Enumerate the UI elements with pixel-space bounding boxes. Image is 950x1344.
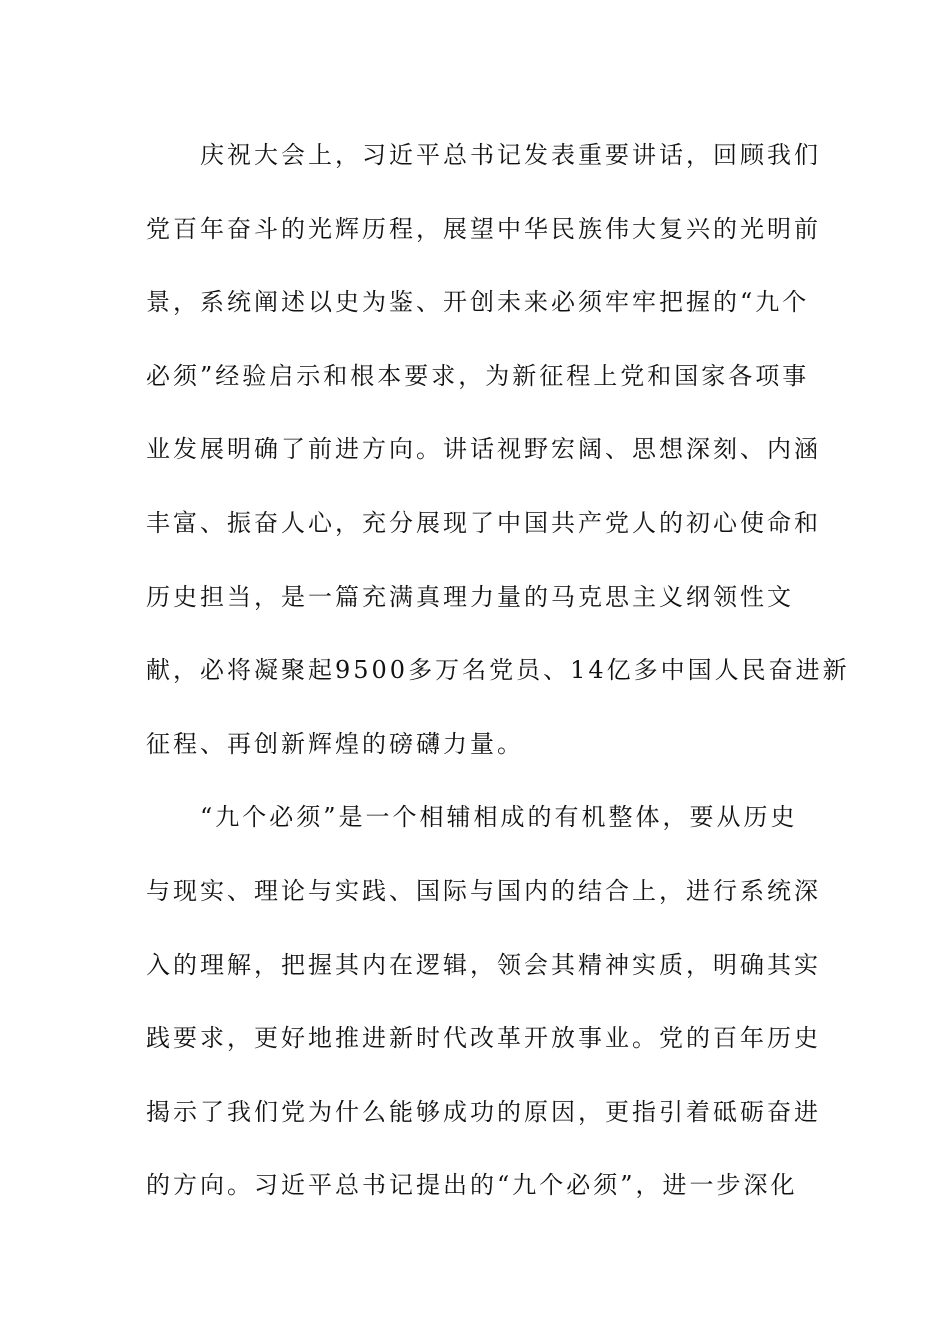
document-body [146,133,850,1237]
paragraph-2-line-4: 践要求，更好地推进新时代改革开放事业。党的百年历史 [146,1024,821,1053]
paragraph-1-line-7: 历史担当，是一篇充满真理力量的马克思主义纲领性文 [146,582,794,611]
paragraph-1-line-2: 党百年奋斗的光辉历程，展望中华民族伟大复兴的光明前 [146,214,821,243]
paragraph-1-line-9: 征程、再创新辉煌的磅礴力量。 [146,729,524,758]
paragraph-2-line-3: 入的理解，把握其内在逻辑，领会其精神实质，明确其实 [146,950,821,979]
paragraph-2-line-6: 的方向。习近平总书记提出的“九个必须”，进一步深化 [146,1171,798,1200]
paragraph-1-line-4: 必须”经验启示和根本要求，为新征程上党和国家各项事 [146,361,810,390]
paragraph-2-line-2: 与现实、理论与实践、国际与国内的结合上，进行系统深 [146,876,821,905]
paragraph-1-line-8: 献，必将凝聚起9500多万名党员、14亿多中国人民奋进新 [146,656,850,685]
paragraph-2-line-1: “九个必须”是一个相辅相成的有机整体，要从历史 [200,803,798,832]
paragraph-1-line-5: 业发展明确了前进方向。讲话视野宏阔、思想深刻、内涵 [146,435,821,464]
paragraph-1-line-3: 景，系统阐述以史为鉴、开创未来必须牢牢把握的“九个 [146,288,810,317]
paragraph-1-line-6: 丰富、振奋人心，充分展现了中国共产党人的初心使命和 [146,508,821,537]
paragraph-1-line-1: 庆祝大会上，习近平总书记发表重要讲话，回顾我们 [200,141,821,169]
paragraph-2-line-5: 揭示了我们党为什么能够成功的原因，更指引着砥砺奋进 [146,1097,821,1126]
